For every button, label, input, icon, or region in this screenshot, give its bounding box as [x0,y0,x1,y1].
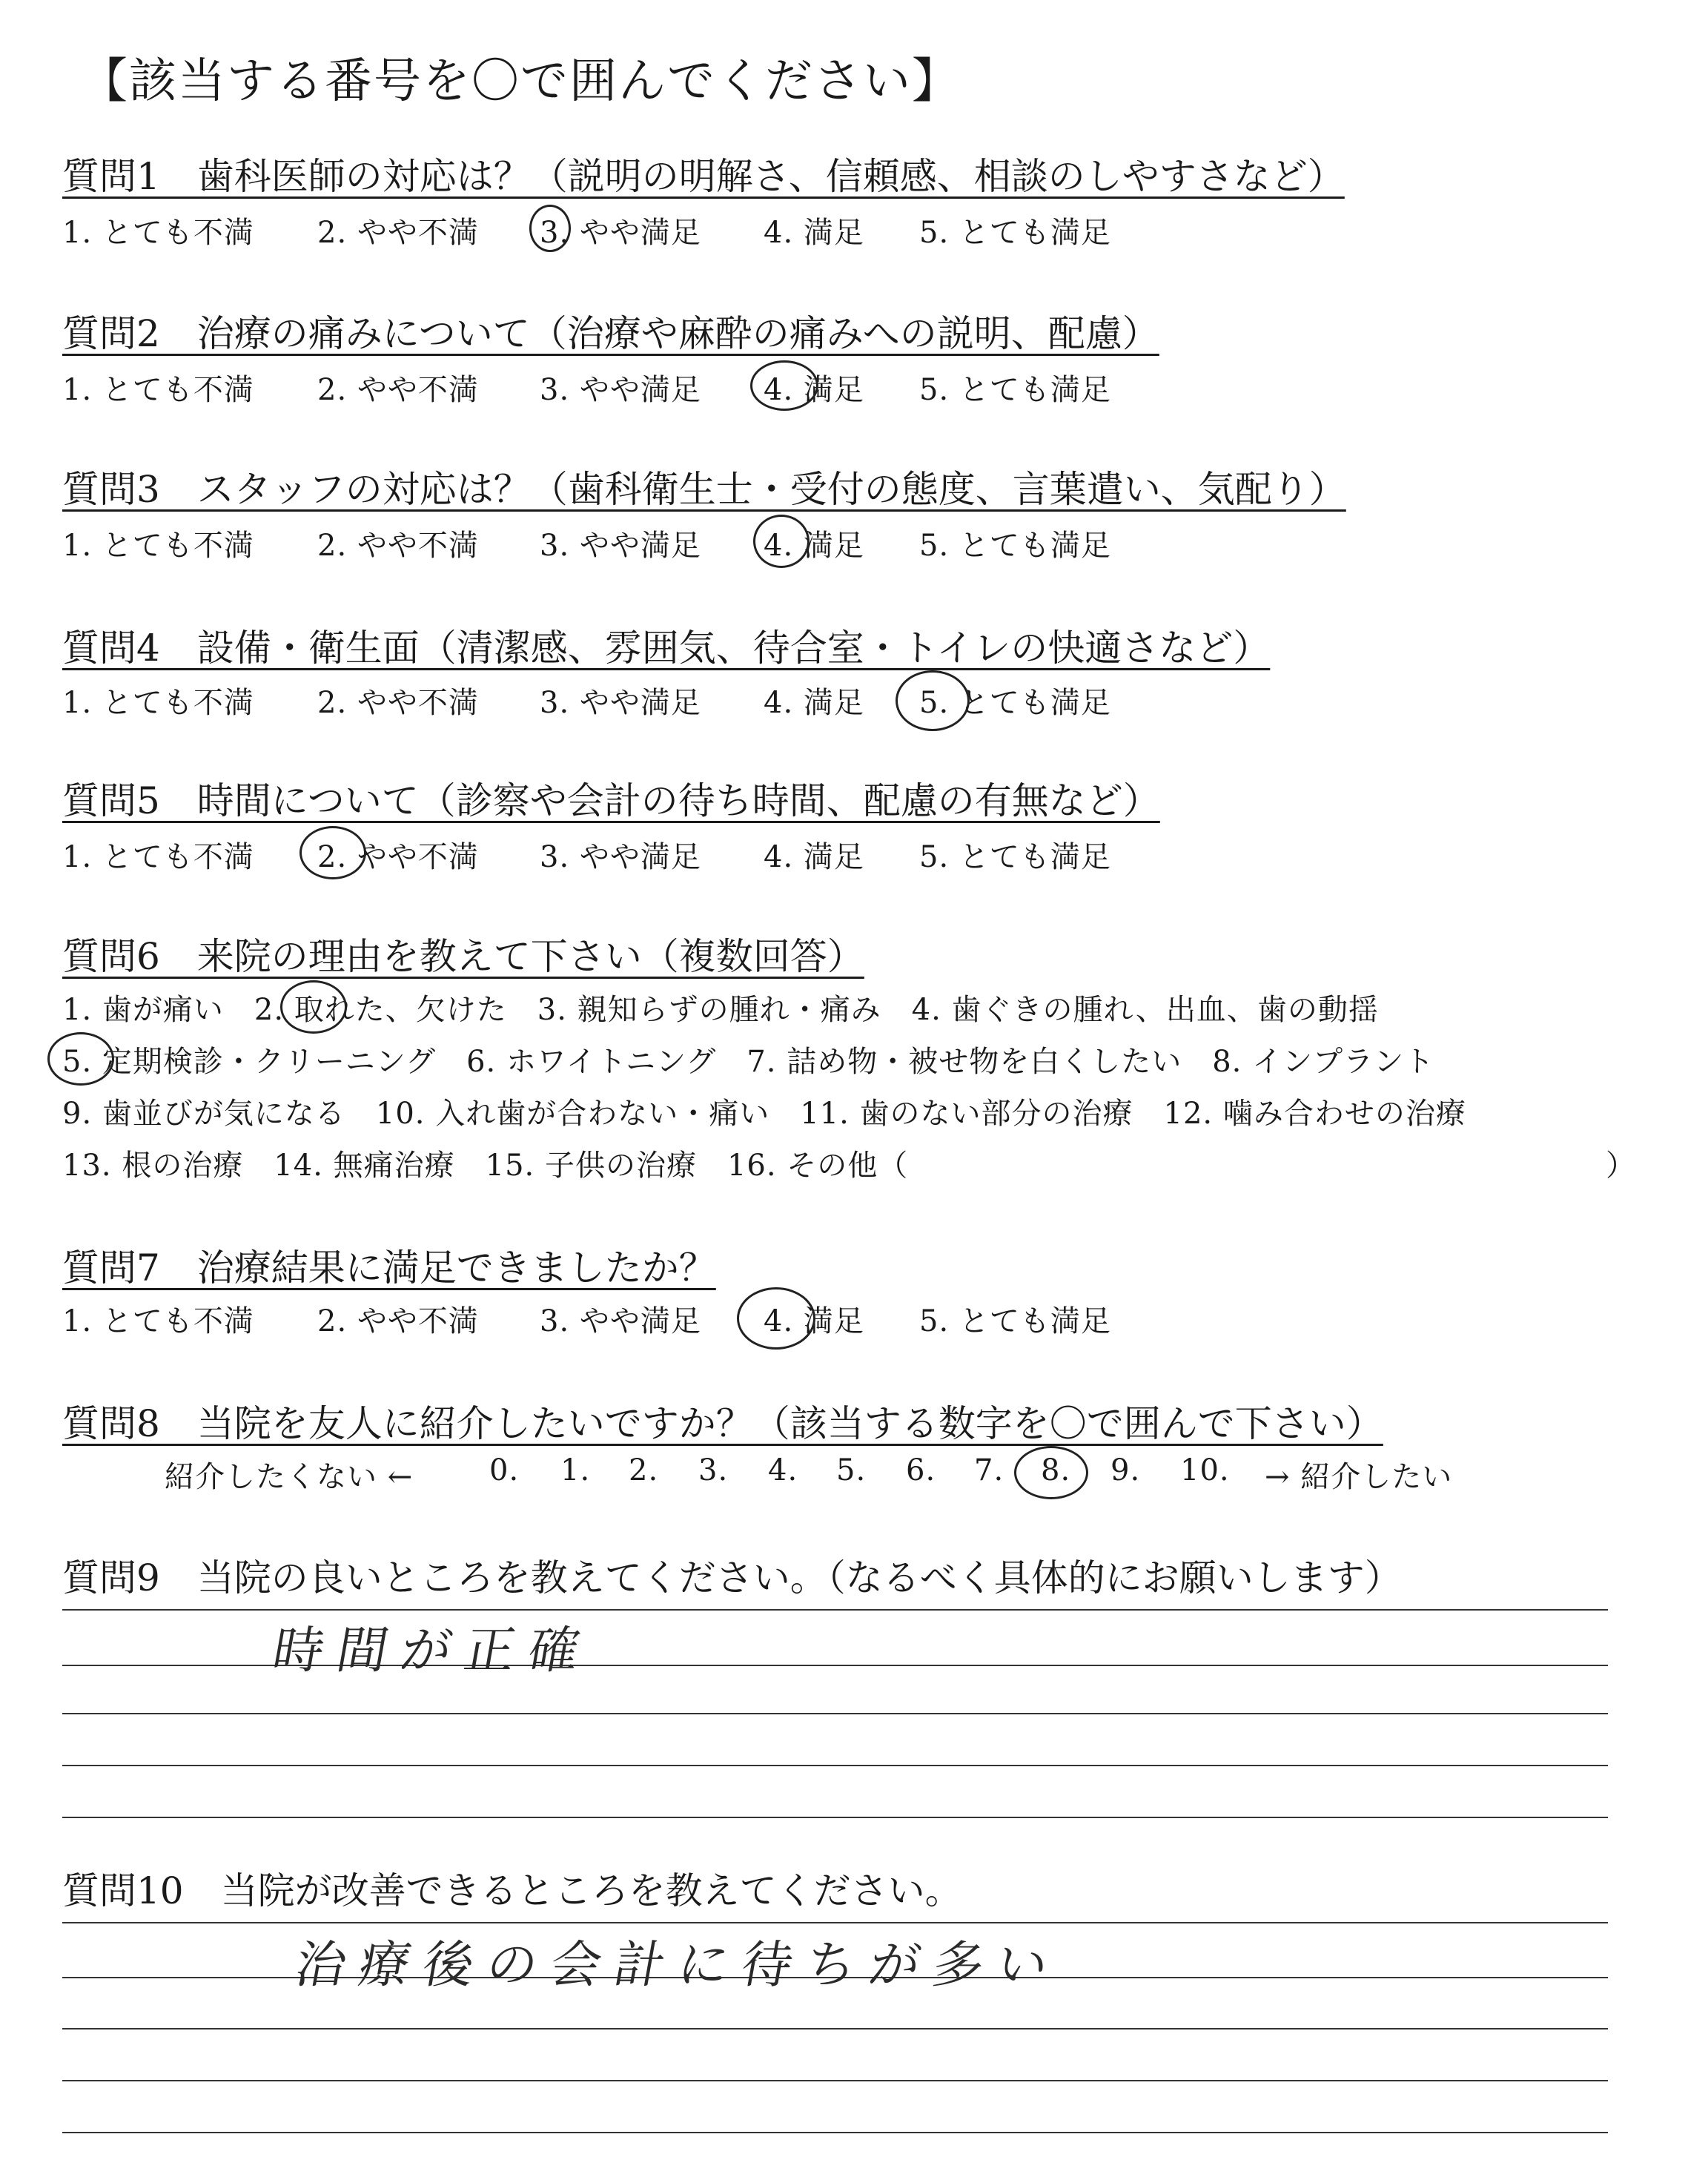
q2-selection-circle [750,360,818,411]
q3-option-4[interactable]: 4. 満足 [764,529,864,563]
q5-option-4[interactable]: 4. 満足 [764,840,864,874]
q4-option-4[interactable]: 4. 満足 [764,686,864,720]
question-4-title: 質問4 設備・衛生面（清潔感、雰囲気、待合室・トイレの快適さなど） [62,627,1271,670]
q6-options-line-2[interactable]: 5. 定期検診・クリーニング 6. ホワイトニング 7. 詰め物・被せ物を白くしたい 8. インプラント [62,1045,1435,1079]
q3-selection-circle [753,515,810,568]
q6-selection-circle-5 [47,1032,114,1086]
q8-scale-right-label: → 紹介したい [1265,1460,1453,1494]
q6-options-line-4[interactable]: 13. 根の治療 14. 無痛治療 15. 子供の治療 16. その他（ [62,1149,909,1183]
q3-option-1[interactable]: 1. とても不満 [62,529,254,563]
q7-option-1[interactable]: 1. とても不満 [62,1304,254,1338]
q2-option-1[interactable]: 1. とても不満 [62,373,254,407]
q3-option-5[interactable]: 5. とても満足 [919,529,1111,563]
q8-number-10[interactable]: 10. [1180,1453,1230,1487]
q7-option-3[interactable]: 3. やや満足 [540,1304,701,1338]
q4-option-3[interactable]: 3. やや満足 [540,686,701,720]
q7-option-2[interactable]: 2. やや不満 [317,1304,479,1338]
q1-option-3[interactable]: 3. やや満足 [540,216,701,250]
q8-selection-circle [1014,1446,1088,1499]
q9-ruled-line-4 [62,1765,1608,1766]
q10-handwritten-answer: 治療後の会計に待ちが多い [290,1936,1066,1995]
q2-option-2[interactable]: 2. やや不満 [317,373,479,407]
q5-option-1[interactable]: 1. とても不満 [62,840,254,874]
q8-number-2[interactable]: 2. [629,1453,659,1487]
question-8-title: 質問8 当院を友人に紹介したいですか？（該当する数字を〇で囲んで下さい） [62,1402,1383,1445]
q10-ruled-line-1 [62,1922,1608,1923]
q6-options-line-1[interactable]: 1. 歯が痛い 2. 取れた、欠けた 3. 親知らずの腫れ・痛み 4. 歯ぐきの腫れ、出血、歯の動揺 [62,993,1379,1027]
q5-option-3[interactable]: 3. やや満足 [540,840,701,874]
q10-ruled-line-3 [62,2028,1608,2029]
q9-handwritten-answer: 時間が正確 [268,1622,598,1680]
q7-selection-circle [737,1287,815,1350]
q8-number-5[interactable]: 5. [836,1453,867,1487]
q8-number-4[interactable]: 4. [768,1453,798,1487]
q2-option-5[interactable]: 5. とても満足 [919,373,1111,407]
question-10-title: 質問10 当院が改善できるところを教えてください。 [62,1869,962,1912]
question-5-title: 質問5 時間について（診察や会計の待ち時間、配慮の有無など） [62,779,1160,822]
page-title: 【該当する番号を〇で囲んでください】 [80,54,961,109]
q8-number-0[interactable]: 0. [489,1453,520,1487]
q4-option-2[interactable]: 2. やや不満 [317,686,479,720]
question-3-title: 質問3 スタッフの対応は？（歯科衛生士・受付の態度、言葉遣い、気配り） [62,468,1346,511]
q4-option-5[interactable]: 5. とても満足 [919,686,1111,720]
q9-ruled-line-5 [62,1817,1608,1818]
q2-option-4[interactable]: 4. 満足 [764,373,864,407]
q5-option-2[interactable]: 2. やや不満 [317,840,479,874]
q10-ruled-line-4 [62,2080,1608,2081]
q3-option-2[interactable]: 2. やや不満 [317,529,479,563]
q2-option-3[interactable]: 3. やや満足 [540,373,701,407]
q8-number-8[interactable]: 8. [1041,1453,1071,1487]
q10-ruled-line-5 [62,2132,1608,2133]
q1-option-1[interactable]: 1. とても不満 [62,216,254,250]
q7-option-5[interactable]: 5. とても満足 [919,1304,1111,1338]
q3-option-3[interactable]: 3. やや満足 [540,529,701,563]
question-6-title: 質問6 来院の理由を教えて下さい（複数回答） [62,935,864,978]
q5-selection-circle [299,826,366,879]
q1-selection-circle [529,205,571,252]
q8-number-7[interactable]: 7. [974,1453,1004,1487]
q8-scale-left-label: 紹介したくない ← [165,1460,414,1494]
q4-option-1[interactable]: 1. とても不満 [62,686,254,720]
q1-option-5[interactable]: 5. とても満足 [919,216,1111,250]
q8-number-9[interactable]: 9. [1110,1453,1141,1487]
question-2-title: 質問2 治療の痛みについて（治療や麻酔の痛みへの説明、配慮） [62,312,1159,355]
q1-option-2[interactable]: 2. やや不満 [317,216,479,250]
q8-number-1[interactable]: 1. [560,1453,591,1487]
q8-number-6[interactable]: 6. [906,1453,936,1487]
q4-selection-circle [896,670,970,731]
q8-number-3[interactable]: 3. [698,1453,729,1487]
q5-option-5[interactable]: 5. とても満足 [919,840,1111,874]
q6-other-close-paren: ） [1606,1149,1636,1183]
question-1-title: 質問1 歯科医師の対応は？（説明の明解さ、信頼感、相談のしやすさなど） [62,155,1345,198]
q6-selection-circle-2 [280,980,347,1034]
question-9-title: 質問9 当院の良いところを教えてください。（なるべく具体的にお願いします） [62,1556,1402,1599]
question-7-title: 質問7 治療結果に満足できましたか？ [62,1246,716,1289]
q1-option-4[interactable]: 4. 満足 [764,216,864,250]
q6-options-line-3[interactable]: 9. 歯並びが気になる 10. 入れ歯が合わない・痛い 11. 歯のない部分の治療 12. 噛み合わせの治療 [62,1097,1466,1131]
q9-ruled-line-3 [62,1713,1608,1714]
q7-option-4[interactable]: 4. 満足 [764,1304,864,1338]
